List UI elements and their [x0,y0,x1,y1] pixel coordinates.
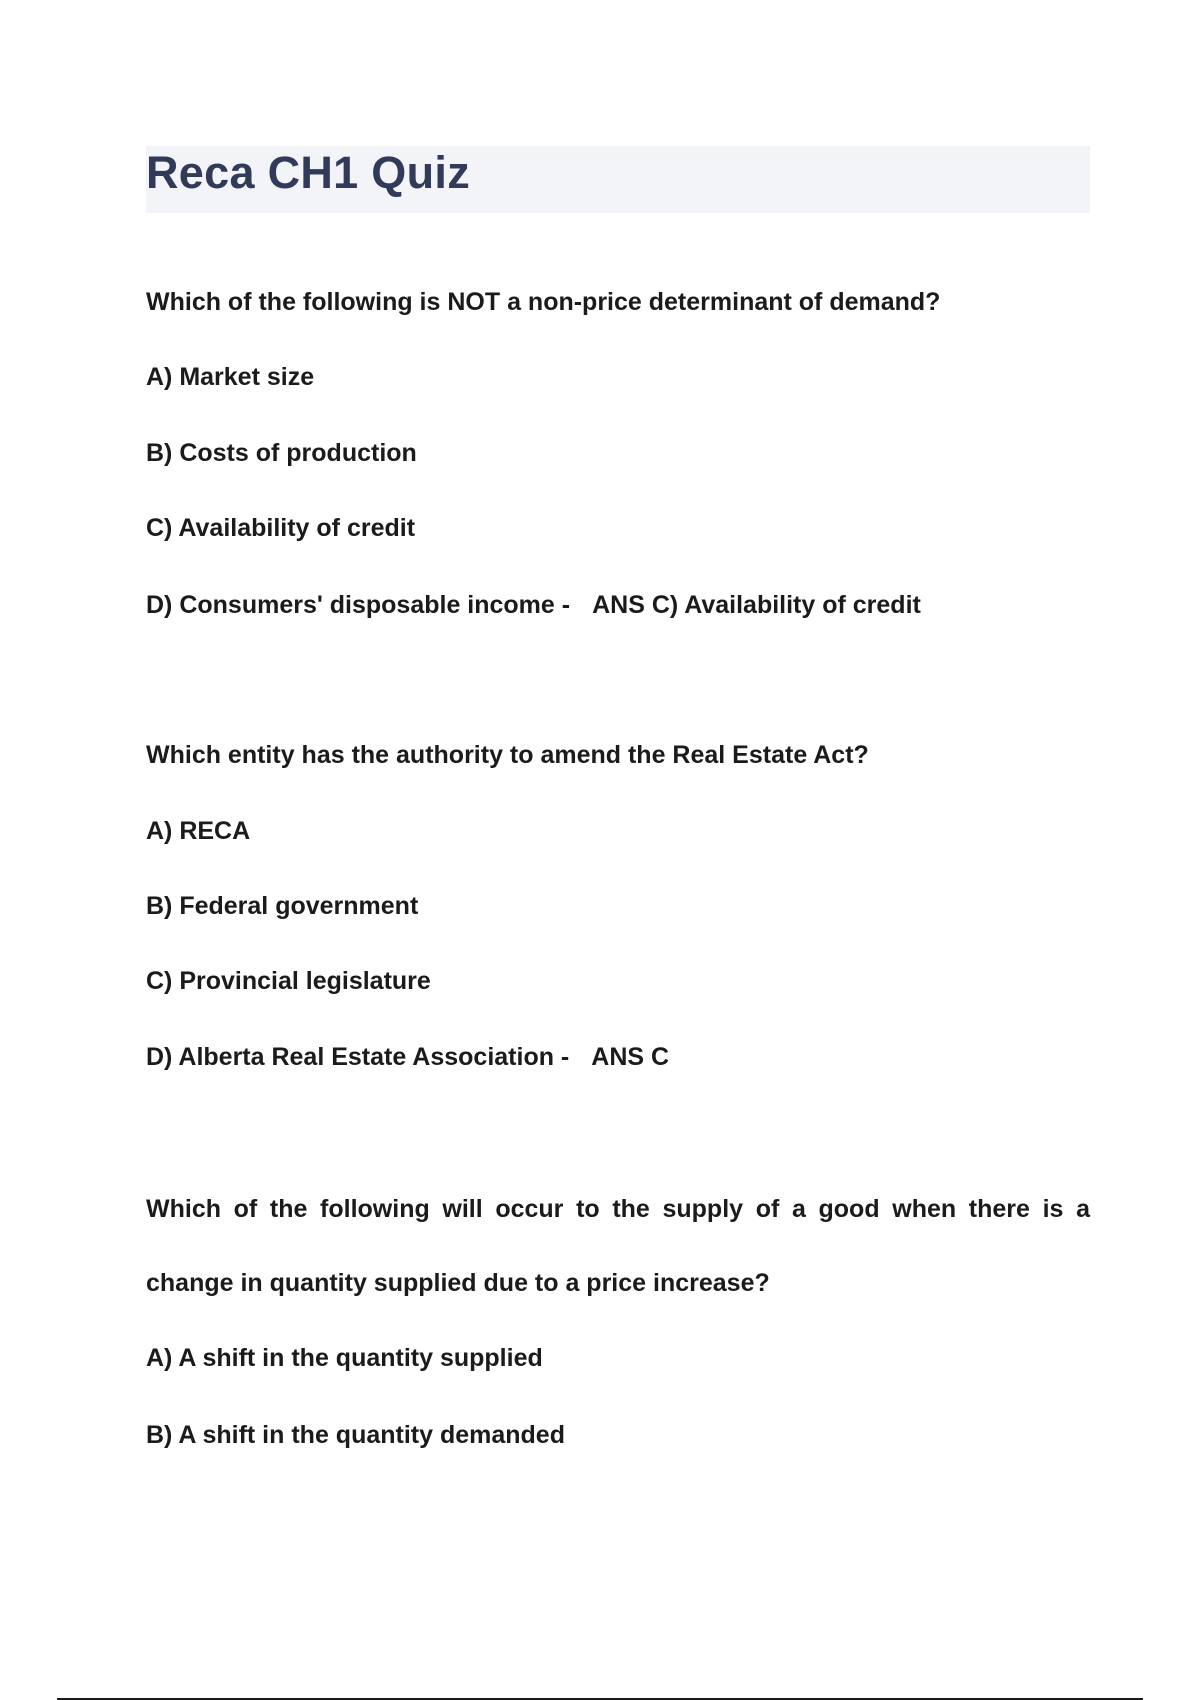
question-3-option-a: A) A shift in the quantity supplied [146,1344,543,1372]
question-1-option-d-row [146,590,921,620]
question-2-answer: ANS C [591,1043,670,1071]
page-title: Reca CH1 Quiz [146,147,470,198]
question-1-option-a: A) Market size [146,363,315,391]
question-3-option-b: B) A shift in the quantity demanded [146,1421,565,1449]
question-3-prompt-line-1: Which of the following will occur to the supply of a good when there is a [146,1195,1090,1223]
question-2-option-c: C) Provincial legislature [146,967,431,995]
question-2-option-d: D) Alberta Real Estate Association - [146,1043,570,1071]
question-1-option-b: B) Costs of production [146,439,417,467]
question-3-prompt-line-2: change in quantity supplied due to a price increase? [146,1269,770,1297]
question-2-option-a: A) RECA [146,817,251,845]
question-2-option-d-row [146,1042,669,1072]
question-1-option-c: C) Availability of credit [146,514,416,542]
question-2-prompt: Which entity has the authority to amend the Real Estate Act? [146,741,869,769]
question-1-prompt: Which of the following is NOT a non-price determinant of demand? [146,288,941,316]
question-2-option-b: B) Federal government [146,892,419,920]
question-1-option-d: D) Consumers' disposable income - [146,591,571,619]
question-1-answer: ANS C) Availability of credit [592,591,921,619]
